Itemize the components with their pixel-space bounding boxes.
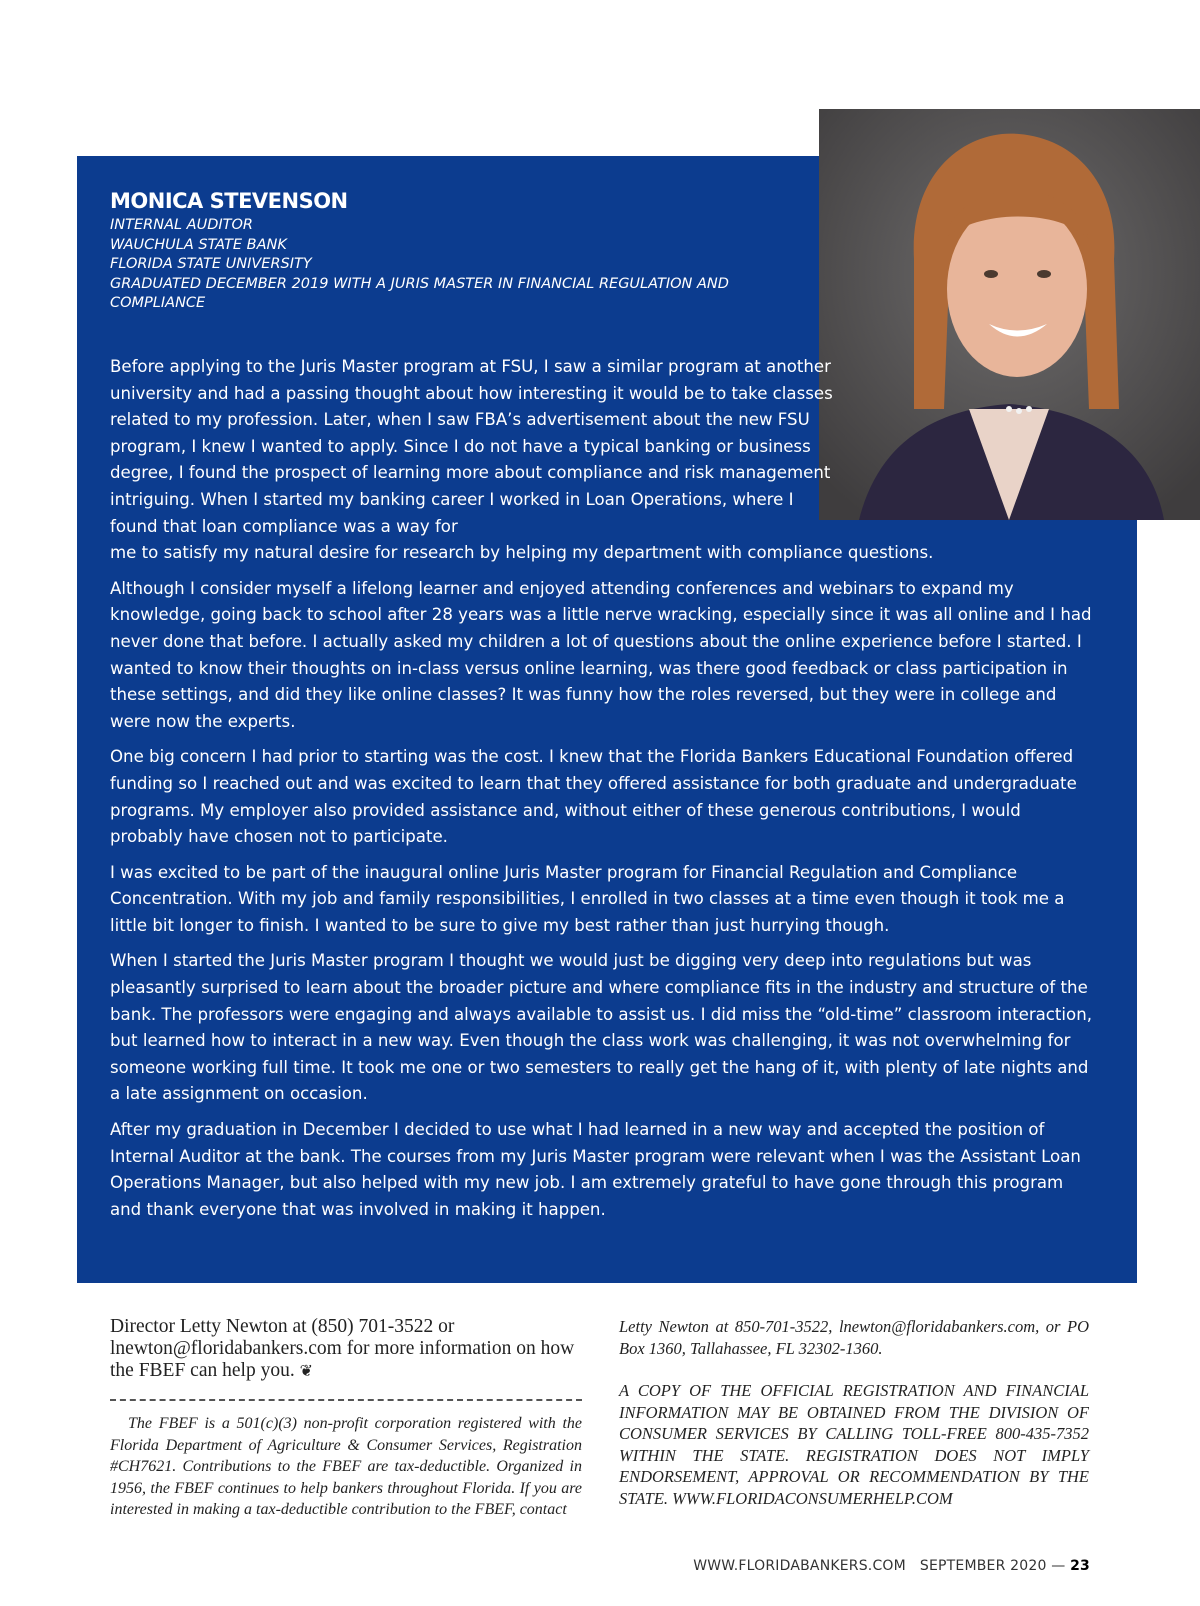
profile-university: FLORIDA STATE UNIVERSITY — [110, 256, 312, 272]
article-paragraph-4: I was excited to be part of the inaugural online Juris Master program for Financial Regulation and Compliance Concentration. With my job and family responsibilities, I enrolled in two classes at a time even though it took me a little bit longer to finish. I wanted to be sure to give my best rather than just hurrying though. — [110, 862, 1065, 935]
article-paragraph-2: Although I consider myself a lifelong learner and enjoyed attending conferences and webinars to expand my knowledge, going back to school after 28 years was a little nerve wracking, especially since it was all online and I had never done that before. I actually asked my children a lot of questions about the online experience before I started. I wanted to know their thoughts on in-class versus online learning, was there good feedback or class participation in these settings, and did they like online classes? It was funny how the roles reversed, but they were in college and were now the experts. — [110, 578, 1092, 731]
contact-info: Letty Newton at 850-701-3522, lnewton@floridabankers.com, or PO Box 1360, Tallahassee, FL 32302-1360. — [619, 1317, 1089, 1358]
page-footer — [693, 1558, 1090, 1574]
footer-issue: SEPTEMBER 2020 — — [919, 1558, 1066, 1574]
fbef-nonprofit-note: The FBEF is a 501(c)(3) non-profit corporation registered with the Florida Department of Agriculture & Consumer Services, Registration #CH7621. Contributions to the FBEF are tax-deductible. Organized in 1956, the FBEF continues to help bankers throughout Florida. If you are interested in making a tax-deductible contribution to the FBEF, contact — [110, 1415, 582, 1518]
registration-notice: A COPY OF THE OFFICIAL REGISTRATION AND FINANCIAL INFORMATION MAY BE OBTAINED FROM THE DIVISION OF CONSUMER SERVICES BY CALLING TOLL-FREE 800-435-7352 WITHIN THE STATE. REGISTRATION DOES NOT IMPLY ENDORSEMENT, APPROVAL OR RECOMMENDATION BY THE STATE. WWW.FLORIDACONSUMERHELP.COM — [619, 1381, 1089, 1508]
profile-employer: WAUCHULA STATE BANK — [110, 236, 287, 253]
page-number: 23 — [1070, 1558, 1090, 1574]
article-paragraph-6: After my graduation in December I decided to use what I had learned in a new way and accepted the position of Internal Auditor at the bank. The courses from my Juris Master program were relevant when I was the Assistant Loan Operations Manager, but also helped with my new job. I am extremely grateful to have gone through this program and thank everyone that was involved in making it happen. — [110, 1120, 1081, 1219]
profile-header — [110, 188, 810, 314]
fbef-right-column — [619, 1316, 1089, 1509]
article-paragraph-1 — [110, 354, 934, 567]
profile-degree: GRADUATED DECEMBER 2019 WITH A JURIS MASTER IN FINANCIAL REGULATION AND — [110, 275, 729, 292]
fbef-left-column — [110, 1316, 582, 1521]
article-body — [110, 354, 1095, 1232]
profile-degree-cont: COMPLIANCE — [110, 295, 206, 311]
leaf-ornament-icon: ❦ — [299, 1363, 313, 1380]
footer-site-link[interactable]: WWW.FLORIDABANKERS.COM — [693, 1558, 906, 1574]
article-paragraph-5: When I started the Juris Master program I thought we would just be digging very deep into regulations but was pleasantly surprised to learn about the broader picture and where compliance fits in the industry and structure of the bank. The professors were engaging and always available to assist us. I did miss the “old-time” classroom interaction, but learned how to interact in a new way. Even though the class work was challenging, it was not overwhelming for someone working full time. It took me one or two semesters to really get the hang of it, with plenty of late nights and a late assignment on occasion. — [110, 951, 1092, 1104]
director-text: Director Letty Newton at (850) 701-3522 or lnewton@floridabankers.com for more information on how the FBEF can help you. — [110, 1316, 575, 1381]
dashed-divider — [110, 1399, 582, 1401]
paragraph-1-last-line: me to satisfy my natural desire for research by helping my department with compliance questions. — [110, 543, 934, 563]
profile-title: INTERNAL AUDITOR — [110, 217, 253, 233]
paragraph-1-text: Before applying to the Juris Master program at FSU, I saw a similar program at another university and had a passing thought about how interesting it would be to take classes related to my profession. Later, when I saw FBA’s advertisement about the new FSU program, I knew I wanted to apply. Since I do not have a typical banking or business degree, I found the prospect of learning more about compliance and risk management intriguing. When I started my banking career I worked in Loan Operations, where I found that loan compliance was a way for — [110, 357, 833, 536]
profile-name: MONICA STEVENSON — [110, 189, 348, 213]
director-contact — [110, 1316, 582, 1383]
article-paragraph-3: One big concern I had prior to starting was the cost. I knew that the Florida Bankers Educational Foundation offered funding so I reached out and was excited to learn that they offered assistance for both graduate and undergraduate programs. My employer also provided assistance and, without either of these generous contributions, I would probably have chosen not to participate. — [110, 747, 1077, 847]
